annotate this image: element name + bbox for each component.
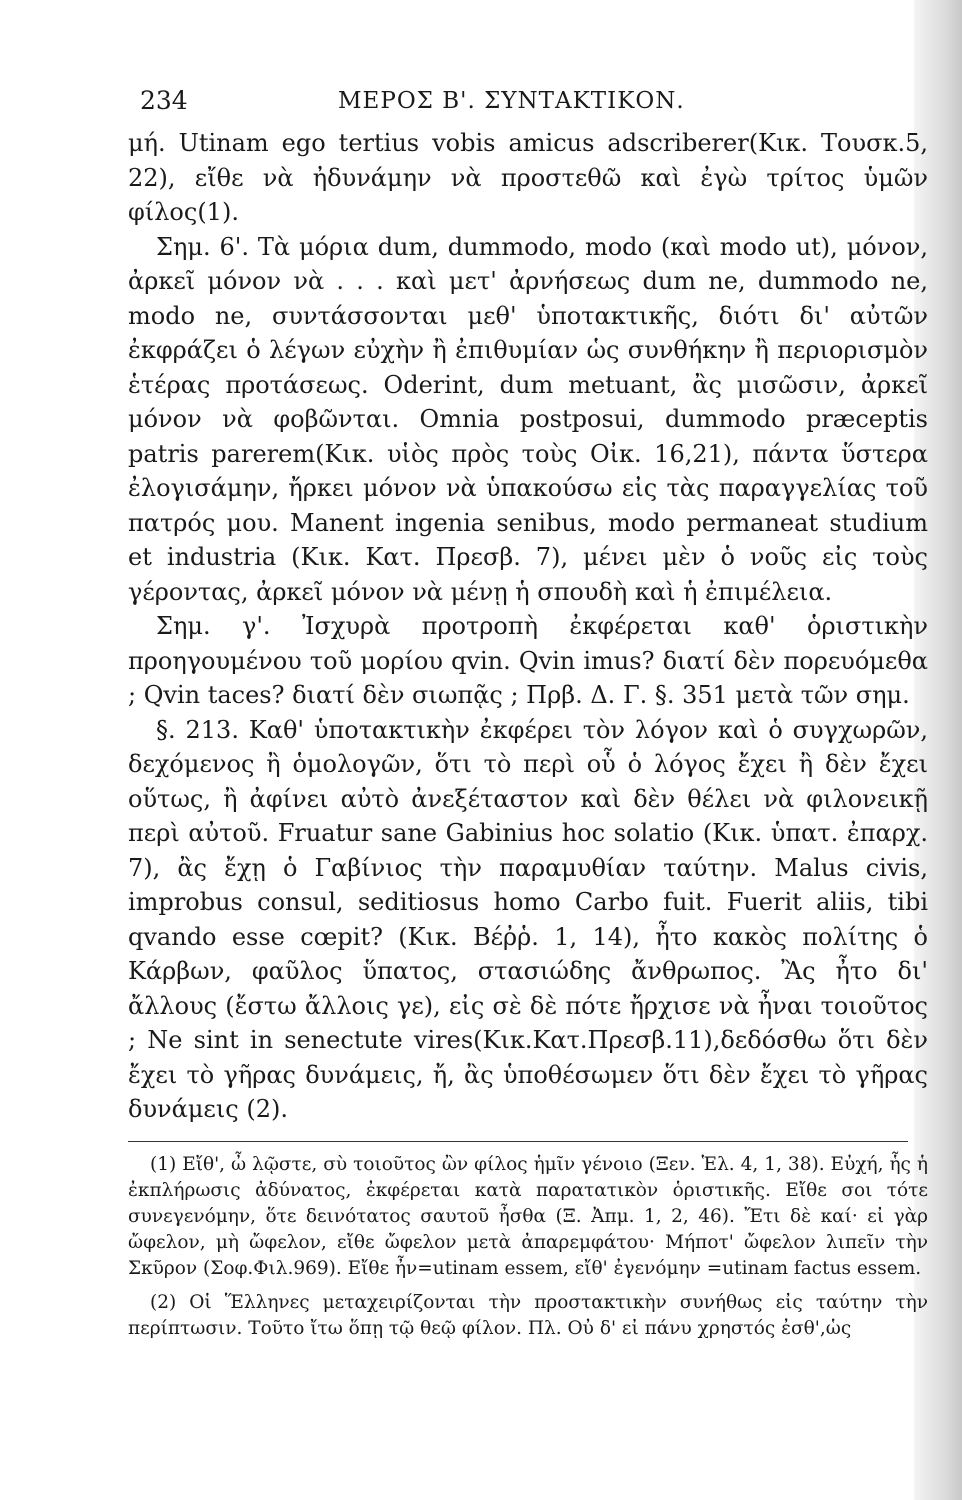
running-title: ΜΕΡΟΣ Β'. ΣΥΝΤΑΚΤΙΚΟΝ. [338, 88, 685, 114]
paragraph-note-c: Σημ. γ'. Ἰσχυρὰ προτροπὴ ἐκφέρεται καθ' ὁριστικὴν προηγουμένου τοῦ μορίου qvin. Qvin imus? διατί δὲν πορευόμεθα ; Qvin taces? διατί δὲν σιωπᾷς ; Πρβ. Δ. Γ. §. 351 μετὰ τῶν σημ. [128, 612, 928, 709]
page-number: 234 [140, 86, 188, 115]
body-text [128, 126, 928, 1127]
book-page [128, 86, 928, 1342]
footnotes [128, 1152, 928, 1342]
footnote-1: (1) Εἴθ', ὦ λῷστε, σὺ τοιοῦτος ὢν φίλος ἡμῖν γένοιο (Ξεν. Ἑλ. 4, 1, 38). Εὐχή, ἧς ἡ ἐκπλήρωσις ἀδύνατος, ἐκφέρεται κατὰ παρατατικὸν ὁριστικῆς. Εἴθε σοι τότε συνεγενόμην, ὅτε δεινότατος σαυτοῦ ἦσθα (Ξ. Ἀπμ. 1, 2, 46). Ἔτι δὲ καί· εἰ γὰρ ὤφελον, μὴ ὤφελον, εἴθε ὤφελον μετὰ ἀπαρεμφάτου· Μήποτ' ὤφελον λιπεῖν τὴν Σκῦρον (Σοφ.Φιλ.969). Εἴθε ἦν=utinam essem, εἴθ' ἐγενόμην =utinam factus essem. [128, 1153, 928, 1279]
paragraph-note-b: Σημ. 6'. Τὰ μόρια dum, dummodo, modo (καὶ modo ut), μόνον, ἀρκεῖ μόνον νὰ . . . καὶ μετ' ἀρνήσεως dum ne, dummodo ne, modo ne, συντάσσονται μεθ' ὑποτακτικῆς, διότι δι' αὐτῶν ἐκφράζει ὁ λέγων εὐχὴν ἢ ἐπιθυμίαν ὡς συνθήκην ἢ περιορισμὸν ἑτέρας προτάσεως. Oderint, dum metuant, ἂς μισῶσιν, ἀρκεῖ μόνον νὰ φοβῶνται. Omnia postposui, dummodo præceptis patris parerem(Κικ. υἱὸς πρὸς τοὺς Οἰκ. 16,21), πάντα ὕστερα ἐλογισάμην, ἤρκει μόνον νὰ ὑπακούσω εἰς τὰς παραγγελίας τοῦ πατρός μου. Manent ingenia senibus, modo permaneat studium et industria (Κικ. Κατ. Πρεσβ. 7), μένει μὲν ὁ νοῦς εἰς τοὺς γέροντας, ἀρκεῖ μόνον νὰ μένῃ ἡ σπουδὴ καὶ ἡ ἐπιμέλεια. [128, 232, 928, 606]
footnote-2: (2) Οἱ Ἕλληνες μεταχειρίζονται τὴν προστακτικὴν συνήθως εἰς ταύτην τὴν περίπτωσιν. Τοῦτο ἴτω ὅπῃ τῷ θεῷ φίλον. Πλ. Οὐ δ' εἰ πάνυ χρηστός ἐσθ',ὡς [128, 1291, 928, 1339]
page-header [128, 86, 928, 122]
paragraph-continuation: μή. Utinam ego tertius vobis amicus adscriberer(Κικ. Τουσκ.5, 22), εἴθε νὰ ἠδυνάμην νὰ προστεθῶ καὶ ἐγὼ τρίτος ὑμῶν φίλος(1). [128, 129, 928, 226]
paragraph-section-213: §. 213. Καθ' ὑποτακτικὴν ἐκφέρει τὸν λόγον καὶ ὁ συγχωρῶν, δεχόμενος ἢ ὁμολογῶν, ὅτι τὸ περὶ οὗ ὁ λόγος ἔχει ἢ δὲν ἔχει οὕτως, ἢ ἀφίνει αὐτὸ ἀνεξέταστον καὶ δὲν θέλει νὰ φιλονεικῇ περὶ αὐτοῦ. Fruatur sane Gabinius hoc solatio (Κικ. ὑπατ. ἐπαρχ. 7), ἂς ἔχῃ ὁ Γαβίνιος τὴν παραμυθίαν ταύτην. Malus civis, improbus consul, seditiosus homo Carbo fuit. Fuerit aliis, tibi qvando esse cœpit? (Κικ. Βέῤῥ. 1, 14), ἦτο κακὸς πολίτης ὁ Κάρβων, φαῦλος ὕπατος, στασιώδης ἄνθρωπος. Ἂς ἦτο δι' ἄλλους (ἔστω ἄλλοις γε), εἰς σὲ δὲ πότε ἤρχισε νὰ ἦναι τοιοῦτος ; Ne sint in senectute vires(Κικ.Κατ.Πρεσβ.11),δεδόσθω ὅτι δὲν ἔχει τὸ γῆρας δυνάμεις, ἤ, ἂς ὑποθέσωμεν ὅτι δὲν ἔχει τὸ γῆρας δυνάμεις (2). [128, 715, 928, 1123]
footnote-divider [128, 1141, 908, 1142]
